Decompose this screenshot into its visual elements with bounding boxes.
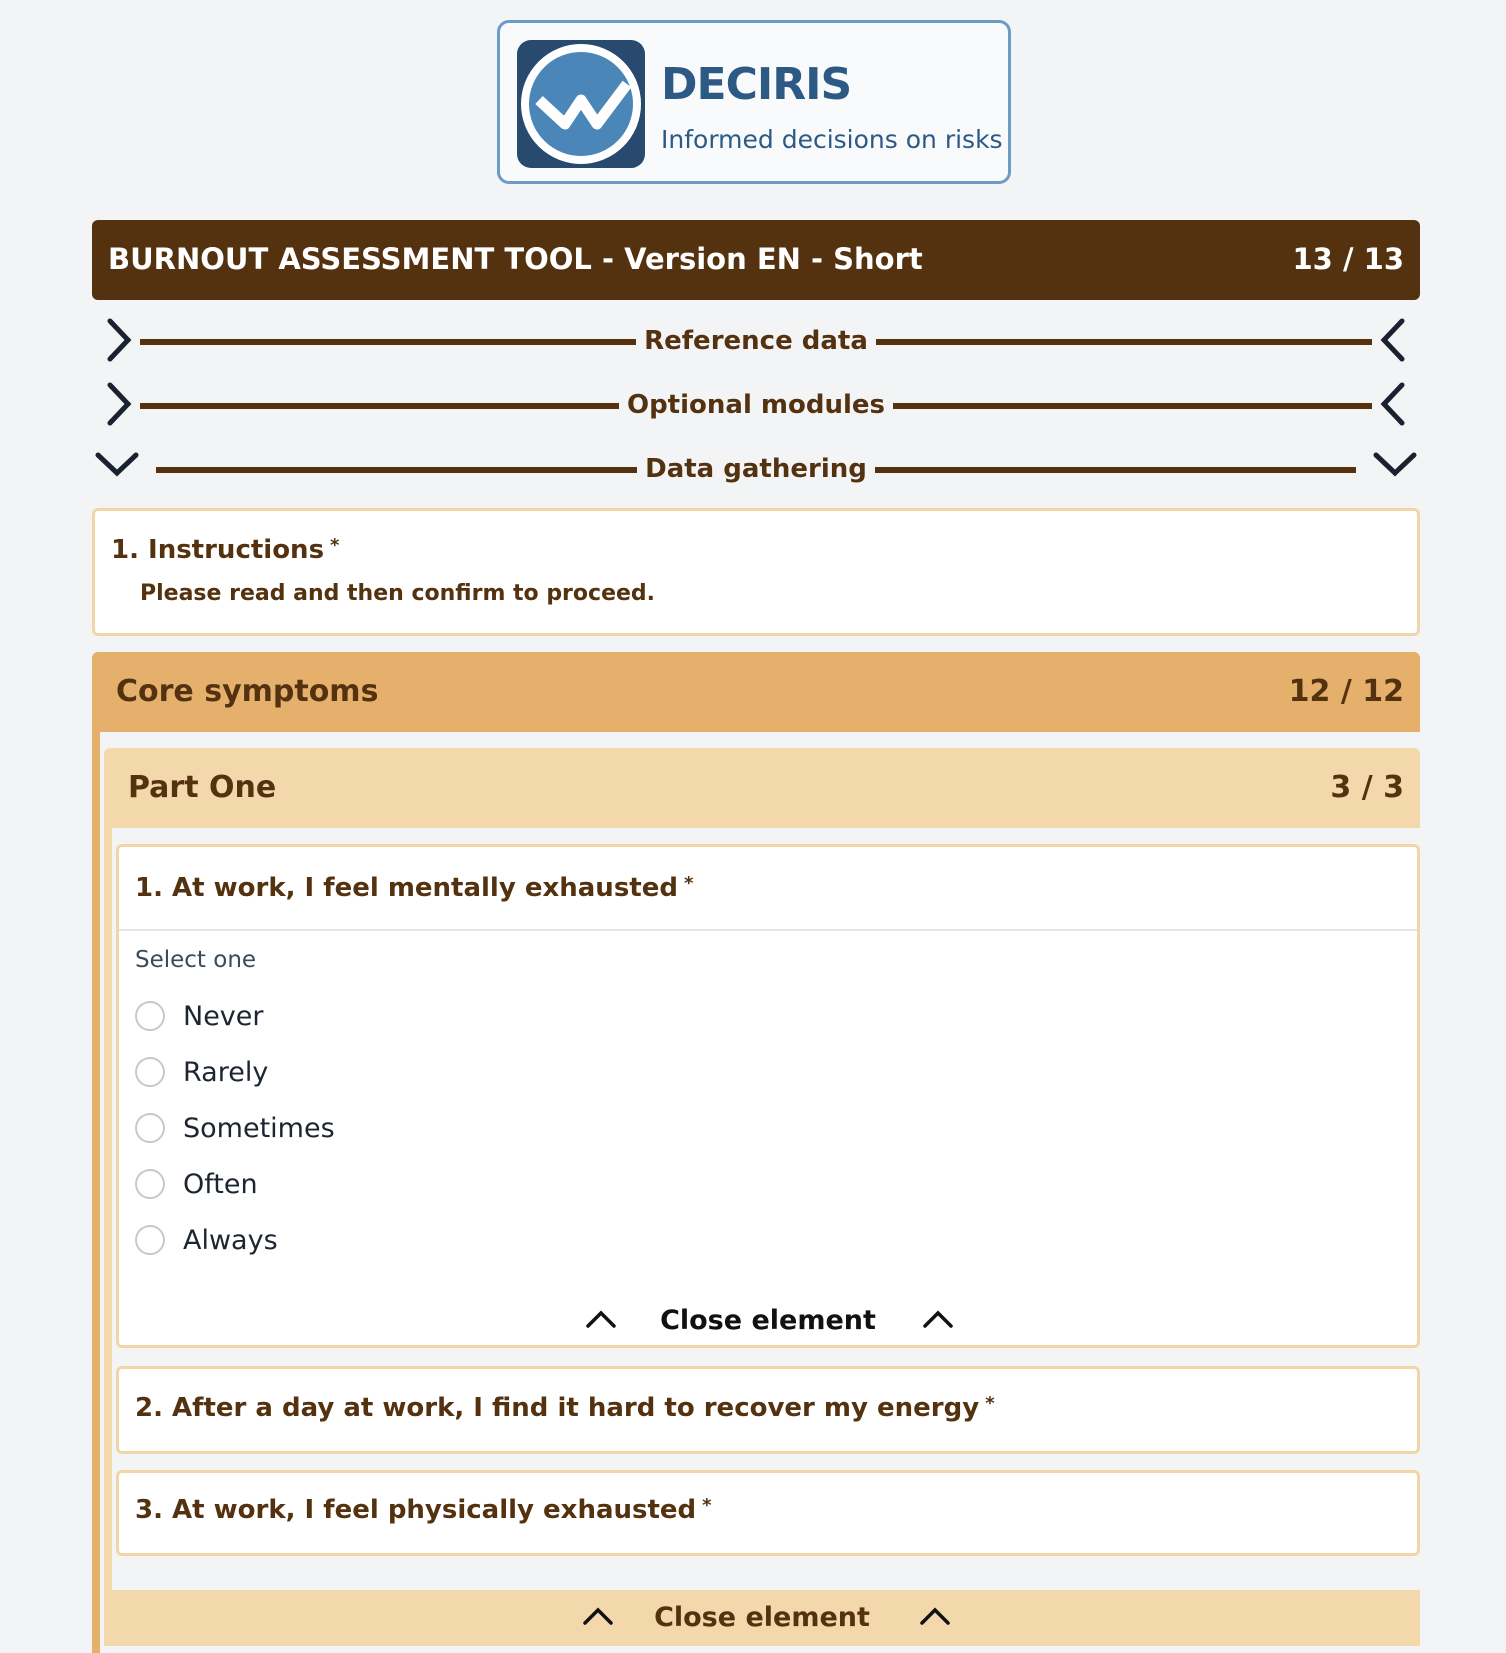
- required-mark: *: [702, 1495, 712, 1516]
- chevron-up-icon: [921, 1307, 955, 1331]
- section-label: Data gathering: [637, 454, 875, 484]
- section-data-gathering[interactable]: [92, 445, 1420, 495]
- logo: [497, 20, 1011, 184]
- chevron-up-icon: [918, 1604, 952, 1628]
- progress-counter: 13 / 13: [1292, 242, 1404, 276]
- deciris-logo-icon: [517, 40, 645, 168]
- close-element-button[interactable]: [119, 1301, 1417, 1341]
- part-one-header[interactable]: [104, 748, 1420, 828]
- radio-button[interactable]: [135, 1225, 165, 1255]
- chevron-down-icon: [1372, 449, 1418, 479]
- chevron-left-icon: [1378, 381, 1408, 427]
- option-label: Sometimes: [183, 1113, 335, 1144]
- close-element-label: Close element: [660, 1305, 876, 1336]
- option-label: Rarely: [183, 1057, 269, 1088]
- brand-tagline: Informed decisions on risks: [661, 125, 1003, 154]
- part-one-counter: 3 / 3: [1330, 770, 1404, 805]
- radio-button[interactable]: [135, 1057, 165, 1087]
- option-label: Always: [183, 1225, 278, 1256]
- question-title: 3. At work, I feel physically exhausted *: [135, 1495, 712, 1525]
- section-reference-data[interactable]: [92, 317, 1420, 367]
- brand-name: DECIRIS: [661, 59, 852, 110]
- part-one-title: Part One: [128, 770, 277, 805]
- chevron-left-icon: [1378, 317, 1408, 363]
- radio-button[interactable]: [135, 1169, 165, 1199]
- section-optional-modules[interactable]: [92, 381, 1420, 431]
- divider: [119, 929, 1417, 931]
- required-mark: *: [683, 873, 694, 894]
- page-title: BURNOUT ASSESSMENT TOOL - Version EN - Short: [108, 242, 923, 276]
- option-label: Never: [183, 1001, 264, 1032]
- instructions-title: 1. Instructions: [111, 535, 325, 565]
- section-label: Optional modules: [619, 390, 893, 420]
- section-label: Reference data: [636, 326, 876, 356]
- question-title: 2. After a day at work, I find it hard to recover my energy *: [135, 1393, 995, 1423]
- question-title[interactable]: 1. At work, I feel mentally exhausted *: [135, 873, 694, 903]
- question-card-1: [116, 844, 1420, 1348]
- assessment-title-bar: [92, 220, 1420, 300]
- question-card-3[interactable]: [116, 1470, 1420, 1556]
- core-symptoms-counter: 12 / 12: [1288, 674, 1404, 709]
- core-symptoms-border: [92, 732, 100, 1653]
- required-mark: *: [985, 1393, 995, 1414]
- part-close-element-button[interactable]: [104, 1590, 1420, 1646]
- close-element-label: Close element: [654, 1602, 870, 1633]
- select-hint: Select one: [135, 947, 257, 973]
- required-mark: *: [330, 535, 340, 556]
- part-one-border: [104, 828, 112, 1590]
- radio-button[interactable]: [135, 1113, 165, 1143]
- option-label: Often: [183, 1169, 258, 1200]
- core-symptoms-title: Core symptoms: [116, 674, 379, 709]
- instructions-card[interactable]: [92, 508, 1420, 636]
- question-card-2[interactable]: [116, 1366, 1420, 1454]
- core-symptoms-header[interactable]: [92, 652, 1420, 732]
- instructions-text: Please read and then confirm to proceed.: [140, 581, 656, 606]
- radio-button[interactable]: [135, 1001, 165, 1031]
